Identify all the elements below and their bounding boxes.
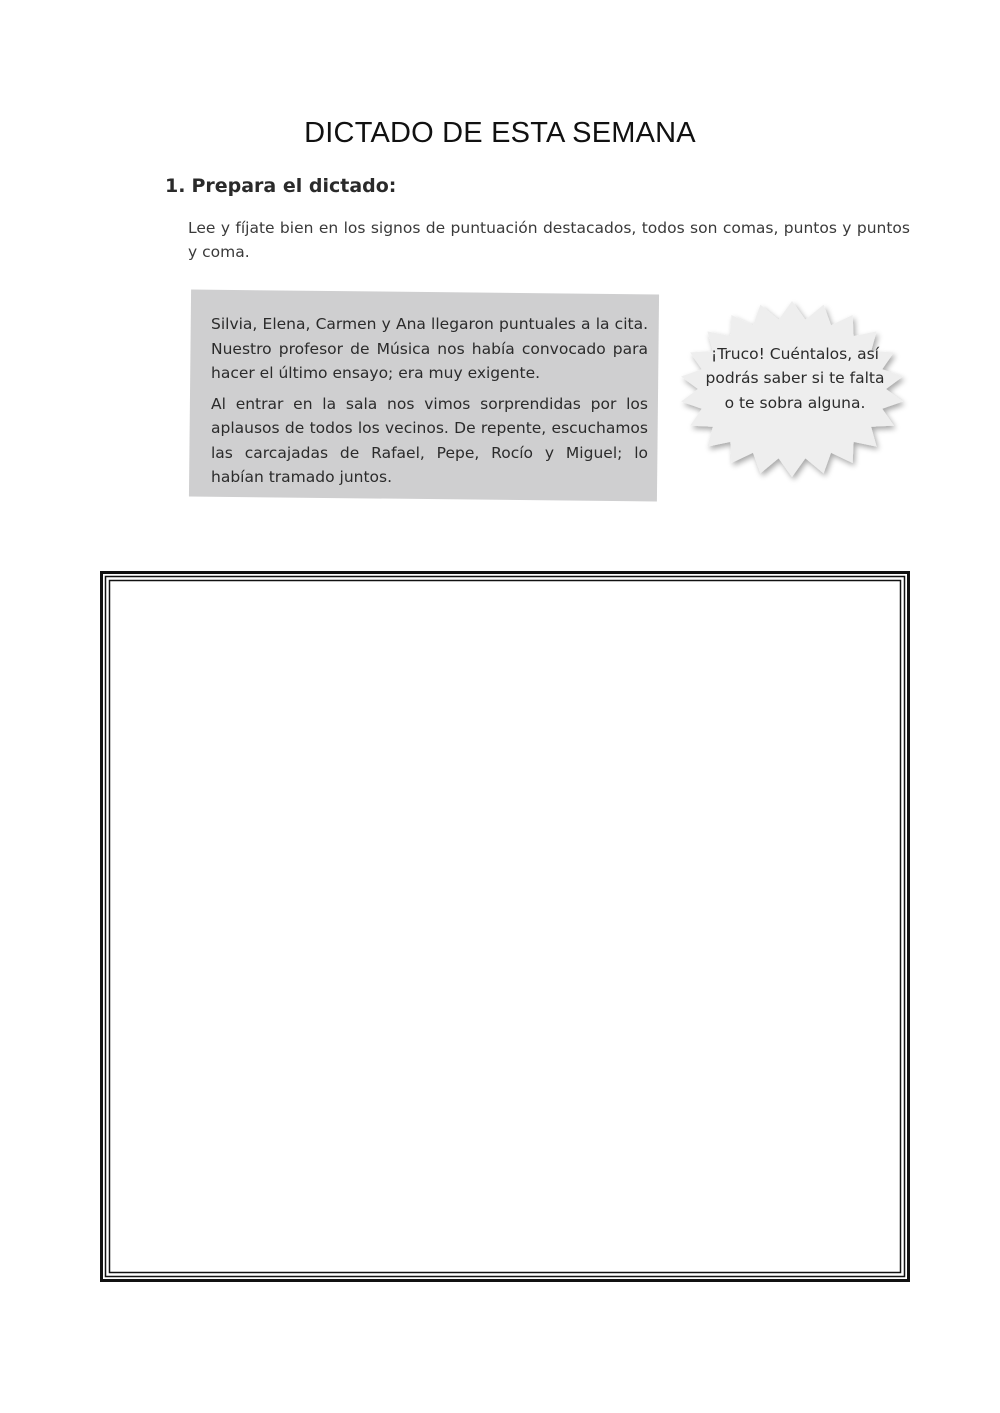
page-title: DICTADO DE ESTA SEMANA xyxy=(304,117,696,149)
exercise-heading xyxy=(165,175,396,197)
exercise-heading-text: Prepara el dictado: xyxy=(191,175,397,197)
reading-paragraph-1: Silvia, Elena, Carmen y Ana llegaron puntuales a la cita. Nuestro profesor de Música nos había convocado para hacer el último ensayo; era muy exigente. xyxy=(211,315,648,382)
exercise-number: 1. xyxy=(165,175,186,197)
reading-text xyxy=(211,312,648,496)
reading-paragraph-2: Al entrar en la sala nos vimos sorprendidas por los aplausos de todos los vecinos. De repente, escuchamos las carcajadas de Rafael, Pepe, Rocío y Miguel; lo habían tramado juntos. xyxy=(211,394,648,486)
answer-box[interactable] xyxy=(100,571,910,1282)
tip-text: ¡Truco! Cuéntalos, así podrás saber si te falta o te sobra alguna. xyxy=(705,345,885,412)
exercise-instructions: Lee y fíjate bien en los signos de puntuación destacados, todos son comas, puntos y puntos y coma. xyxy=(188,219,910,261)
